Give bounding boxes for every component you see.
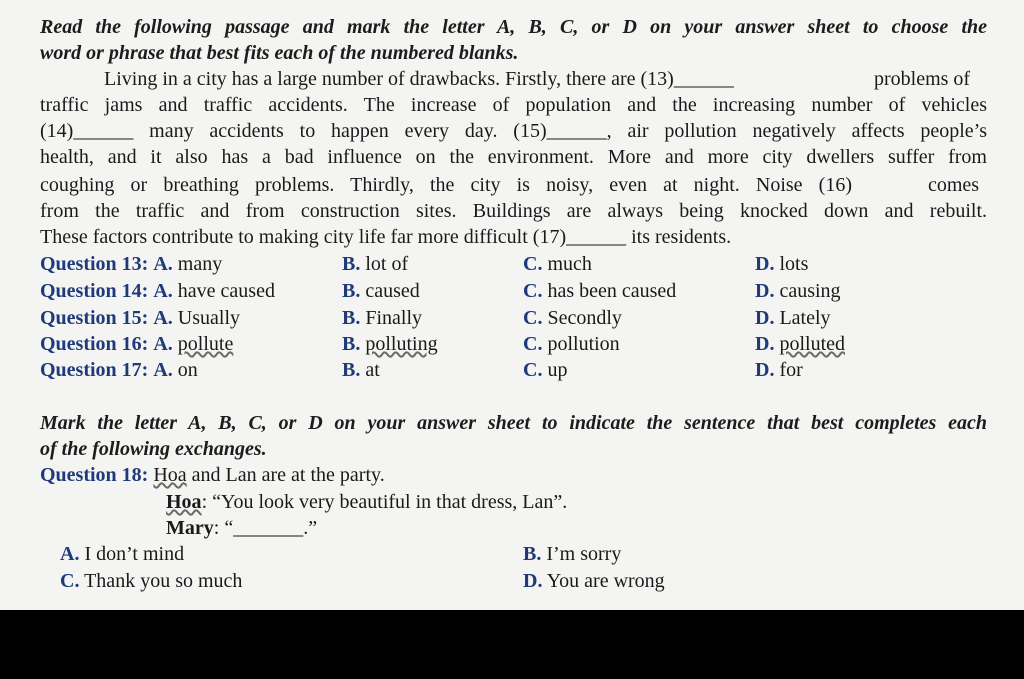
option-c[interactable]: Thank you so much: [84, 570, 243, 592]
question-label: Question 14:: [40, 280, 149, 302]
option-c[interactable]: much: [547, 253, 592, 275]
option-a[interactable]: have caused: [177, 280, 275, 302]
option-letter-a: A.: [153, 307, 173, 329]
option-d[interactable]: lots: [779, 253, 809, 275]
option-letter-a: A.: [60, 543, 80, 565]
option-a[interactable]: on: [177, 359, 198, 381]
mary-name: Mary: [166, 517, 214, 539]
option-b[interactable]: lot of: [365, 253, 409, 275]
passage-line-5b: comes: [928, 174, 980, 196]
option-letter-c: C.: [523, 280, 543, 302]
option-letter-b: B.: [342, 307, 361, 329]
option-c[interactable]: Secondly: [547, 307, 622, 329]
stem-rest: and Lan are at the party.: [186, 464, 385, 486]
option-d[interactable]: You are wrong: [546, 570, 665, 592]
video-letterbox-bar: [0, 610, 1024, 679]
passage-line-5a: coughing or breathing problems. Thirdly, the city is noisy, even at night. Noise (16): [40, 174, 852, 196]
instruction-2-line-2: of the following exchanges.: [40, 438, 267, 460]
option-letter-b: B.: [523, 543, 542, 565]
q18-option-a-row: [60, 541, 184, 567]
hoa-line: [166, 489, 567, 515]
option-a[interactable]: I don’t mind: [84, 543, 185, 565]
option-a[interactable]: pollute: [177, 333, 234, 355]
option-c[interactable]: up: [547, 359, 568, 381]
option-letter-a: A.: [153, 280, 173, 302]
option-letter-d: D.: [755, 280, 775, 302]
option-letter-a: A.: [153, 253, 173, 275]
option-letter-b: B.: [342, 333, 361, 355]
option-c[interactable]: pollution: [547, 333, 620, 355]
option-letter-d: D.: [523, 570, 543, 592]
option-a[interactable]: many: [177, 253, 223, 275]
option-letter-c: C.: [523, 307, 543, 329]
option-c[interactable]: has been caused: [547, 280, 677, 302]
instruction-1-line-2: word or phrase that best fits each of the numbered blanks.: [40, 42, 519, 64]
question-18-stem: [40, 462, 385, 488]
question-label: Question 17:: [40, 359, 149, 381]
q18-option-b-row: [523, 541, 621, 567]
passage-line-1a: Living in a city has a large number of drawbacks. Firstly, there are (13)______: [104, 68, 734, 90]
hoa-name: Hoa: [166, 491, 202, 513]
option-letter-c: C.: [523, 359, 543, 381]
passage-line-2: traffic jams and traffic accidents. The increase of population and the increasing number of vehicles: [40, 94, 987, 116]
question-label: Question 16:: [40, 333, 149, 355]
mary-text: : “_______.”: [213, 517, 318, 539]
option-letter-b: B.: [342, 280, 361, 302]
option-letter-d: D.: [755, 253, 775, 275]
option-d[interactable]: Lately: [779, 307, 831, 329]
question-label: Question 18:: [40, 464, 149, 486]
passage-line-1b: problems of: [874, 68, 971, 90]
option-d[interactable]: polluted: [779, 333, 845, 355]
passage-line-3: (14)______ many accidents to happen every day. (15)______, air pollution negatively affects people’s: [40, 120, 987, 142]
option-letter-a: A.: [153, 333, 173, 355]
option-letter-d: D.: [755, 333, 775, 355]
q18-option-c-row: [60, 568, 242, 594]
option-letter-d: D.: [755, 359, 775, 381]
option-a[interactable]: Usually: [177, 307, 241, 329]
option-b[interactable]: caused: [365, 280, 420, 302]
question-label: Question 15:: [40, 307, 149, 329]
question-label: Question 13:: [40, 253, 149, 275]
passage-line-4: health, and it also has a bad influence on the environment. More and more city dwellers suffer from: [40, 146, 987, 168]
option-b[interactable]: polluting: [365, 333, 438, 355]
option-letter-d: D.: [755, 307, 775, 329]
option-letter-c: C.: [523, 333, 543, 355]
option-d[interactable]: causing: [779, 280, 841, 302]
hoa-text: : “You look very beautiful in that dress, Lan”.: [201, 491, 568, 513]
option-letter-c: C.: [523, 253, 543, 275]
option-letter-b: B.: [342, 253, 361, 275]
option-b[interactable]: at: [365, 359, 380, 381]
mary-line: [166, 515, 317, 541]
option-d[interactable]: for: [779, 359, 803, 381]
option-letter-a: A.: [153, 359, 173, 381]
q18-option-d-row: [523, 568, 665, 594]
stem-name: Hoa: [153, 464, 187, 486]
option-b[interactable]: Finally: [365, 307, 423, 329]
option-letter-c: C.: [60, 570, 80, 592]
passage-line-6: from the traffic and from construction sites. Buildings are always being knocked down and rebuilt.: [40, 200, 987, 222]
passage-line-7: These factors contribute to making city life far more difficult (17)______ its residents.: [40, 226, 732, 248]
option-letter-b: B.: [342, 359, 361, 381]
option-b[interactable]: I’m sorry: [546, 543, 622, 565]
instruction-1-line-1: Read the following passage and mark the letter A, B, C, or D on your answer sheet to choose the: [40, 16, 987, 38]
instruction-2-line-1: Mark the letter A, B, C, or D on your answer sheet to indicate the sentence that best completes each: [40, 412, 987, 434]
